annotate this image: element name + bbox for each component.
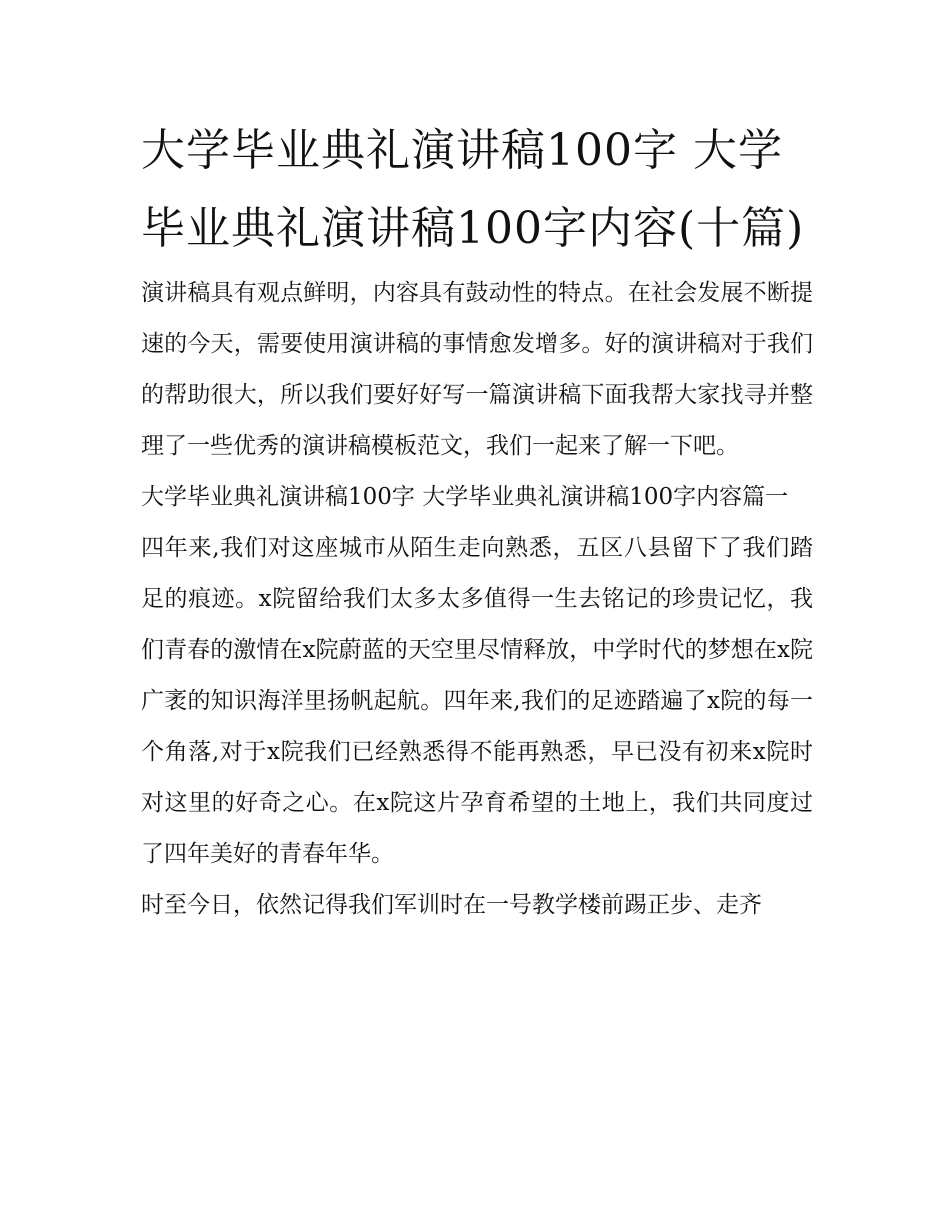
section-heading: 大学毕业典礼演讲稿100字 大学毕业典礼演讲稿100字内容篇一: [141, 484, 789, 510]
intro-paragraph: 演讲稿具有观点鲜明，内容具有鼓动性的特点。在社会发展不断提速的今天，需要使用演讲稿的事情愈发增多。好的演讲稿对于我们的帮助很大，所以我们要好好写一篇演讲稿下面我帮大家找寻并整理了一些优秀的演讲稿模板范文，我们一起来了解一下吧。: [141, 280, 813, 459]
document-body: [141, 112, 813, 931]
body-paragraph-1: 四年来,我们对这座城市从陌生走向熟悉，五区八县留下了我们踏足的痕迹。x院留给我们太多太多值得一生去铭记的珍贵记忆，我们青春的激情在x院蔚蓝的天空里尽情释放，中学时代的梦想在x院广袤的知识海洋里扬帆起航。四年来,我们的足迹踏遍了x院的每一个角落,对于x院我们已经熟悉得不能再熟悉，早已没有初来x院时对这里的好奇之心。在x院这片孕育希望的土地上，我们共同度过了四年美好的青春年华。: [141, 535, 813, 867]
body-paragraph-2: 时至今日，依然记得我们军训时在一号教学楼前踢正步、走齐: [141, 892, 762, 918]
document-title: 大学毕业典礼演讲稿100字 大学毕业典礼演讲稿100字内容(十篇): [141, 125, 805, 254]
